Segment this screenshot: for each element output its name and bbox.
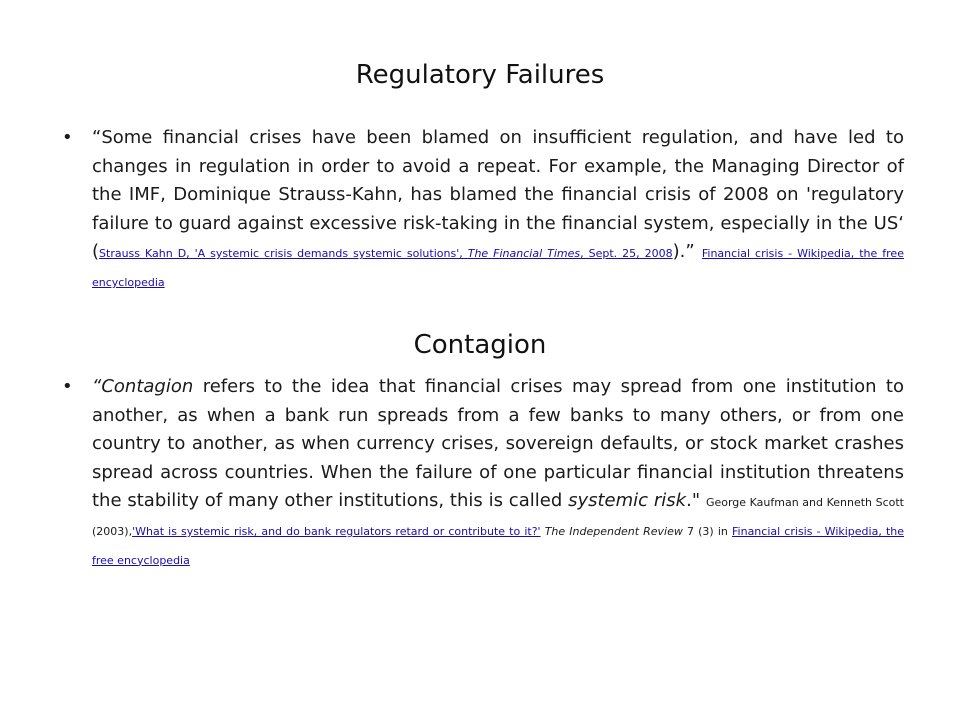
quote-text: “Some financial crises have been blamed on insufficient regulation, and have led to changes in regulation in order to avoid a repeat. For example, the Managing Director of the IMF, Dominique Strauss-Kahn, has blamed the financial crisis of 2008 on 'regulatory failure to guard against excessive risk-taking in the financial system, especially in the US‘ (	[92, 127, 904, 263]
quote-open: “	[92, 376, 102, 397]
bullet-dot: •	[62, 376, 73, 397]
quote-text: refers to the idea that financial crises may spread from one institution to another, as when a bank run spreads from a few banks to many others, or from one country to another, as when currency crises, sovereign defaults, or stock market crashes spread across countries. When the failure of one particular financial institution threatens the stability of many other institutions, this is called	[92, 376, 904, 512]
title-contagion: Contagion	[413, 330, 547, 360]
reference-link-systemic-risk[interactable]: 'What is systemic risk, and do bank regulators retard or contribute to it?'	[132, 524, 541, 538]
citation-date: , Sept. 25, 2008	[580, 247, 673, 261]
quote-close: ."	[686, 490, 706, 512]
bullet-regulatory-failures	[62, 124, 904, 296]
journal-name: The Independent Review	[544, 524, 683, 538]
citation-link-strauss-kahn[interactable]	[99, 247, 673, 260]
quote-contagion	[92, 373, 904, 573]
wikipedia-link-1[interactable]: Financial crisis - Wikipedia, the free encyclopedia	[92, 247, 904, 289]
quote-close: ).”	[672, 241, 702, 263]
title-regulatory-failures: Regulatory Failures	[355, 60, 605, 90]
bullet-dot: •	[62, 127, 73, 148]
citation-text: Strauss Kahn D, 'A systemic crisis demands systemic solutions',	[99, 247, 468, 261]
term-contagion: Contagion	[101, 376, 194, 397]
reference-authors: George Kaufman and Kenneth Scott (2003),	[92, 496, 904, 538]
journal-volume: 7 (3) in	[682, 524, 733, 538]
bullet-contagion	[62, 373, 904, 573]
term-systemic-risk: systemic risk	[568, 490, 687, 512]
quote-regulatory	[92, 124, 904, 296]
citation-ft: The Financial Times	[467, 247, 581, 261]
wikipedia-link-2[interactable]: Financial crisis - Wikipedia, the free encyclopedia	[92, 524, 905, 567]
